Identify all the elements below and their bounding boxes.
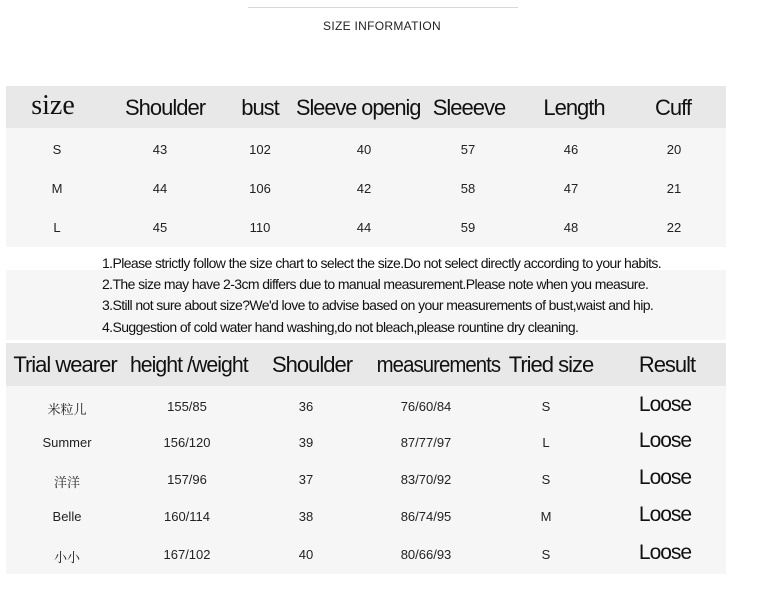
size-row-m-length: 47 [563, 181, 579, 196]
header-height-weight: height /weight [129, 352, 248, 377]
trial-row-1-tried-size: S [541, 399, 551, 414]
size-row-m-shoulder: 44 [152, 181, 168, 196]
trial-row-5-height-weight: 167/102 [163, 547, 211, 562]
header-bust: bust [241, 95, 279, 120]
header-trial-wearer: Trial wearer [13, 352, 117, 377]
trial-row-4-shoulder: 38 [298, 509, 314, 524]
header-cuff: Cuff [655, 95, 691, 120]
trial-row-1-result: Loose [638, 393, 692, 416]
header-tried-size: Tried size [508, 352, 594, 377]
size-row-m-cuff: 21 [666, 181, 682, 196]
size-row-l-sleeve: 59 [460, 220, 476, 235]
trial-row-4-tried-size: M [540, 509, 552, 524]
size-row-l-sleeve-opening: 44 [356, 220, 372, 235]
trial-row-5-result: Loose [638, 541, 692, 564]
page-title: SIZE INFORMATION [323, 19, 441, 33]
trial-row-3-tried-size: S [541, 472, 551, 487]
note-1: 1.Please strictly follow the size chart to select the size.Do not select directly according to your habits. [102, 255, 662, 271]
header-trial-shoulder: Shoulder [271, 352, 353, 377]
size-row-m-size: M [51, 181, 63, 196]
header-sleeve: Sleeeve [432, 95, 506, 120]
trial-row-2-wearer: Summer [42, 435, 92, 450]
trial-row-3-measurements: 83/70/92 [400, 472, 452, 487]
trial-row-4-height-weight: 160/114 [163, 509, 211, 524]
trial-row-2-measurements: 87/77/97 [400, 435, 452, 450]
title-divider [248, 7, 518, 8]
trial-row-3-result: Loose [638, 466, 692, 489]
header-size: size [31, 90, 75, 121]
header-sleeve-opening: Sleeve openig [295, 95, 421, 120]
trial-row-1-shoulder: 36 [298, 399, 314, 414]
trial-row-2-height-weight: 156/120 [163, 435, 211, 450]
trial-row-3-wearer: 洋洋 [53, 475, 80, 490]
size-row-s-bust: 102 [249, 142, 271, 157]
size-row-s-size: S [52, 142, 62, 157]
size-row-l-size: L [53, 220, 61, 235]
trial-table-body [6, 386, 726, 574]
note-2: 2.The size may have 2-3cm differs due to manual measurement.Please note when you measure. [102, 276, 649, 292]
trial-row-1-wearer: 米粒儿 [47, 402, 87, 417]
size-row-l-shoulder: 45 [152, 220, 168, 235]
trial-row-2-result: Loose [638, 429, 692, 452]
trial-row-5-tried-size: S [541, 547, 551, 562]
trial-row-1-measurements: 76/60/84 [400, 399, 452, 414]
size-row-s-sleeve-opening: 40 [356, 142, 372, 157]
trial-row-2-shoulder: 39 [298, 435, 314, 450]
trial-row-4-wearer: Belle [52, 509, 82, 524]
header-shoulder: Shoulder [124, 95, 206, 120]
size-row-s-length: 46 [563, 142, 579, 157]
trial-row-4-result: Loose [638, 503, 692, 526]
size-row-l-cuff: 22 [666, 220, 682, 235]
size-row-s-cuff: 20 [666, 142, 682, 157]
note-4: 4.Suggestion of cold water hand washing,do not bleach,please rountine dry cleaning. [102, 319, 579, 335]
trial-row-3-height-weight: 157/96 [167, 472, 207, 487]
size-row-m-bust: 106 [249, 181, 271, 196]
trial-row-5-wearer: 小小 [53, 550, 80, 565]
note-3: 3.Still not sure about size?We'd love to advise based on your measurements of bust,waist and hip. [102, 297, 654, 313]
size-row-s-shoulder: 43 [152, 142, 168, 157]
size-row-l-length: 48 [563, 220, 579, 235]
header-measurements: measurements [376, 352, 501, 377]
size-row-l-bust: 110 [249, 220, 271, 235]
header-length: Length [543, 95, 605, 120]
header-result: Result [638, 352, 696, 377]
trial-row-2-tried-size: L [542, 435, 550, 450]
size-row-s-sleeve: 57 [460, 142, 476, 157]
trial-row-5-measurements: 80/66/93 [400, 547, 452, 562]
size-row-m-sleeve: 58 [460, 181, 476, 196]
trial-row-4-measurements: 86/74/95 [400, 509, 452, 524]
trial-row-3-shoulder: 37 [298, 472, 314, 487]
size-row-m-sleeve-opening: 42 [356, 181, 372, 196]
trial-row-1-height-weight: 155/85 [167, 399, 207, 414]
trial-row-5-shoulder: 40 [298, 547, 314, 562]
